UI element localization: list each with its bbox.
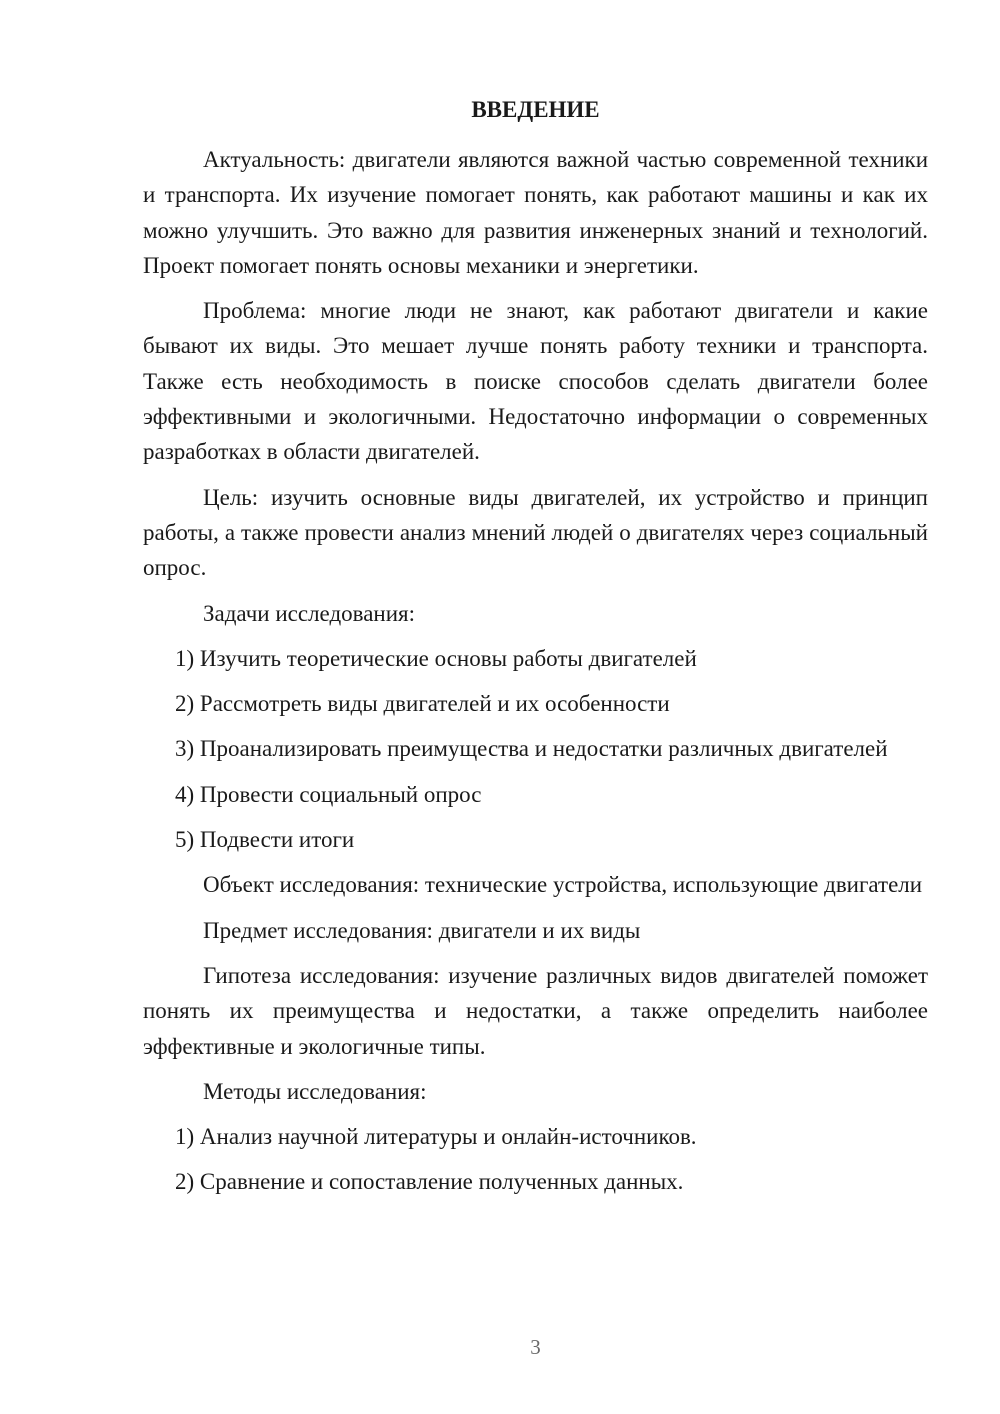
document-body (143, 142, 928, 1210)
task-item: 5) Подвести итоги (175, 827, 355, 853)
object-paragraph: Объект исследования: технические устройства, использующие двигатели (203, 872, 923, 898)
subject-paragraph: Предмет исследования: двигатели и их виды (203, 917, 641, 943)
task-item: 3) Проанализировать преимущества и недостатки различных двигателей (175, 736, 888, 762)
goal-paragraph: Цель: изучить основные виды двигателей, их устройство и принцип работы, а также провести анализ мнений людей о двигателях через социальный опрос. (143, 484, 928, 581)
page-number: 3 (530, 1335, 541, 1359)
task-item: 1) Изучить теоретические основы работы двигателей (175, 645, 697, 671)
task-item: 2) Рассмотреть виды двигателей и их особенности (175, 691, 670, 717)
document-page (143, 0, 928, 1414)
tasks-heading: Задачи исследования: (203, 600, 416, 626)
method-item: 2) Сравнение и сопоставление полученных данных. (175, 1169, 684, 1195)
section-title: ВВЕДЕНИЕ (471, 97, 600, 122)
methods-heading: Методы исследования: (203, 1078, 427, 1104)
method-item: 1) Анализ научной литературы и онлайн-источников. (175, 1124, 697, 1150)
hypothesis-paragraph: Гипотеза исследования: изучение различных видов двигателей поможет понять их преимущества и недостатки, а также определить наиболее эффективные и экологичные типы. (143, 962, 928, 1059)
relevance-paragraph: Актуальность: двигатели являются важной частью современной техники и транспорта. Их изучение помогает понять, как работают машины и как их можно улучшить. Это важно для развития инженерных знаний и технологий. Проект помогает понять основы механики и энергетики. (143, 147, 928, 278)
task-item: 4) Провести социальный опрос (175, 781, 482, 807)
problem-paragraph: Проблема: многие люди не знают, как работают двигатели и какие бывают их виды. Это мешает лучше понять работу техники и транспорта. Также есть необходимость в поиске способов сделать двигатели более эффективными и экологичными. Недостаточно информации о современных разработках в области двигателей. (143, 298, 928, 465)
